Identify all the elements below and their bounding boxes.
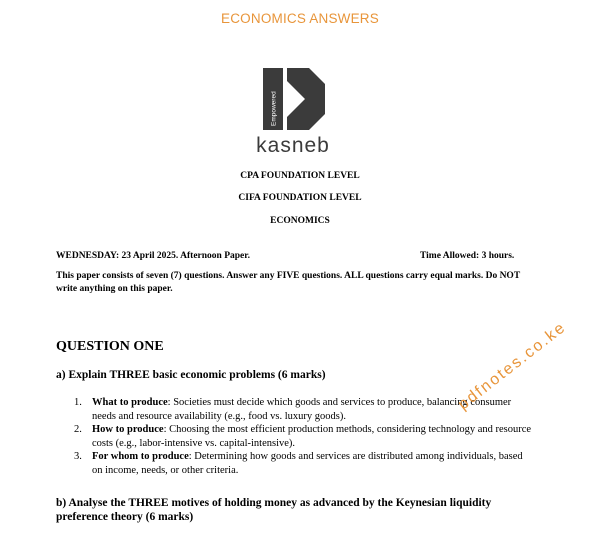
question-part-a: a) Explain THREE basic economic problems (6 marks) xyxy=(56,369,326,381)
exam-subject: ECONOMICS xyxy=(270,216,330,226)
exam-date: WEDNESDAY: 23 April 2025. Afternoon Paper. xyxy=(56,251,250,261)
kasneb-logo xyxy=(255,68,335,160)
watermark: pdfnotes.co.ke xyxy=(455,318,570,414)
item-term: For whom to produce xyxy=(92,451,189,463)
page-title: ECONOMICS ANSWERS xyxy=(221,11,379,26)
exam-level-cpa: CPA FOUNDATION LEVEL xyxy=(240,171,360,181)
item-number: 2. xyxy=(74,424,82,436)
list-item xyxy=(74,423,534,450)
time-allowed: Time Allowed: 3 hours. xyxy=(420,251,515,261)
exam-level-cifa: CIFA FOUNDATION LEVEL xyxy=(238,193,362,203)
item-text: : Societies must decide which goods and services to produce, balancing consumer needs and resource availability (e.g., food vs. luxury goods). xyxy=(92,397,512,422)
question-heading: QUESTION ONE xyxy=(56,339,164,354)
item-term: How to produce xyxy=(92,424,164,436)
item-number: 1. xyxy=(74,397,82,408)
kasneb-k-icon xyxy=(263,68,325,130)
item-number: 3. xyxy=(74,451,82,463)
item-term: What to produce xyxy=(92,397,168,408)
logo-tagline: Empowered xyxy=(270,91,278,126)
question-part-b: b) Analyse the THREE motives of holding money as advanced by the Keynesian liquidity preference theory (6 marks) xyxy=(56,497,492,523)
item-text: : Determining how goods and services are distributed among individuals, based on income, needs, or other criteria. xyxy=(92,451,523,476)
exam-instructions: This paper consists of seven (7) questions. Answer any FIVE questions. ALL questions carry equal marks. Do NOT write anything on this paper. xyxy=(56,271,520,294)
logo-brand: kasneb xyxy=(256,134,330,157)
item-text: : Choosing the most efficient production methods, considering technology and resource costs (e.g., labor-intensive vs. capital-intensive). xyxy=(92,424,532,449)
list-item xyxy=(74,450,534,477)
